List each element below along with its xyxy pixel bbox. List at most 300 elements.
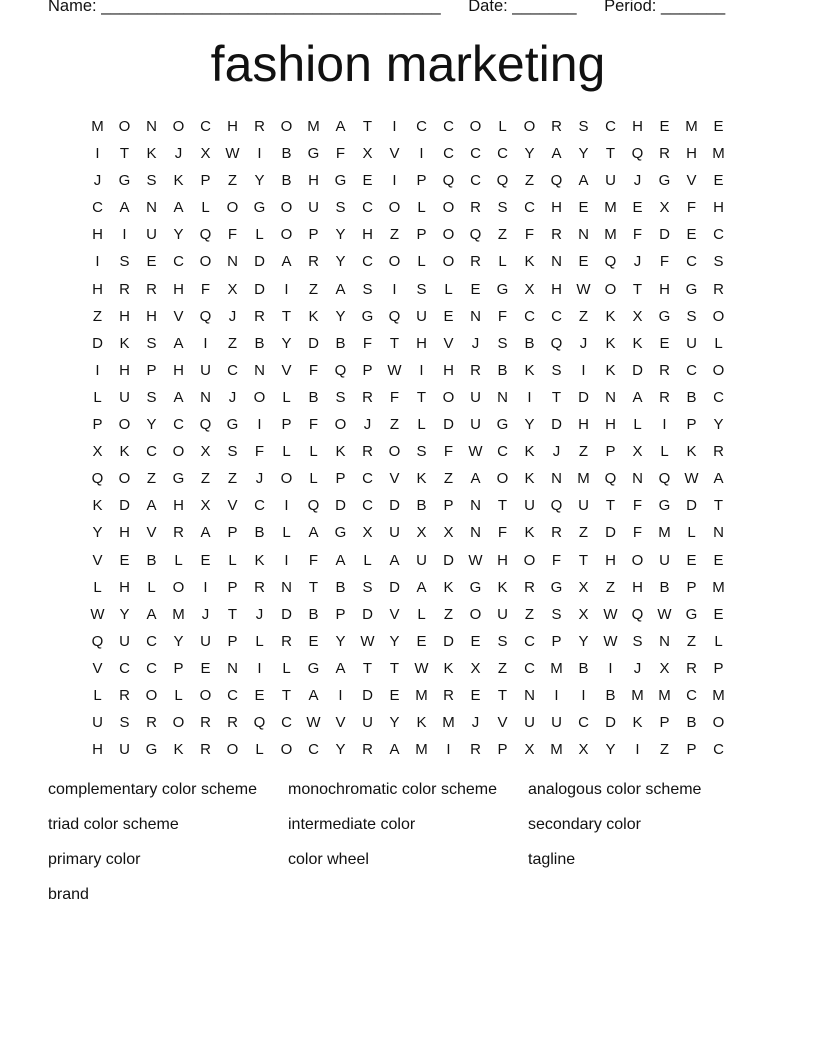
grid-letter: O: [280, 118, 293, 135]
grid-letter: N: [524, 686, 535, 704]
grid-letter: Q: [91, 470, 104, 488]
grid-letter: G: [253, 199, 266, 217]
grid-letter: H: [119, 307, 130, 325]
grid-letter: C: [524, 632, 535, 650]
grid-letter: Q: [550, 497, 563, 515]
grid-letter: H: [632, 578, 643, 596]
grid-letter: P: [713, 659, 724, 677]
grid-letter: R: [200, 741, 211, 759]
grid-letter: Z: [605, 578, 616, 596]
grid-letter: R: [119, 686, 130, 704]
grid-letter: T: [362, 118, 373, 135]
grid-letter: K: [524, 361, 535, 379]
grid-letter: C: [443, 145, 454, 163]
word-list-item: tagline: [528, 851, 576, 868]
grid-letter: P: [200, 172, 211, 190]
grid-letter: N: [470, 497, 481, 515]
grid-row: [84, 384, 732, 411]
grid-letter: C: [227, 686, 238, 704]
grid-letter: S: [713, 253, 724, 271]
grid-letter: H: [92, 280, 103, 298]
grid-letter: K: [335, 443, 346, 461]
grid-letter: R: [551, 226, 562, 244]
grid-letter: B: [254, 524, 265, 542]
grid-letter: E: [470, 632, 481, 650]
grid-letter: R: [146, 714, 157, 732]
grid-letter: D: [254, 280, 265, 298]
grid-letter: P: [605, 443, 616, 461]
grid-letter: F: [632, 497, 643, 515]
student-info-header: [48, 0, 725, 16]
grid-letter: Y: [335, 307, 346, 325]
grid-letter: P: [335, 605, 346, 623]
grid-letter: S: [686, 307, 697, 325]
grid-letter: T: [578, 551, 589, 569]
grid-row: [84, 276, 732, 303]
grid-letter: D: [335, 497, 346, 515]
grid-letter: O: [145, 686, 158, 704]
grid-letter: P: [146, 361, 157, 379]
grid-letter: K: [632, 334, 643, 352]
grid-letter: Y: [524, 416, 535, 434]
grid-letter: Q: [334, 361, 347, 379]
grid-letter: O: [253, 388, 266, 406]
grid-letter: P: [227, 524, 238, 542]
grid-letter: P: [659, 714, 670, 732]
grid-letter: K: [524, 470, 535, 488]
grid-letter: O: [388, 253, 401, 271]
grid-letter: Q: [631, 605, 644, 623]
name-label: Name:: [48, 0, 97, 15]
grid-letter: M: [442, 714, 455, 732]
grid-letter: Q: [253, 714, 266, 732]
grid-letter: N: [200, 388, 211, 406]
grid-letter: V: [686, 172, 697, 190]
grid-letter: C: [227, 361, 238, 379]
grid-letter: Y: [335, 226, 346, 244]
grid-letter: R: [659, 361, 670, 379]
grid-letter: K: [524, 443, 535, 461]
grid-letter: T: [389, 334, 400, 352]
grid-letter: M: [712, 686, 725, 704]
word-list-item: primary color: [48, 851, 141, 868]
grid-letter: T: [497, 686, 508, 704]
grid-letter: D: [605, 714, 616, 732]
grid-row: [84, 194, 732, 221]
grid-letter: M: [604, 226, 617, 244]
grid-letter: P: [335, 470, 346, 488]
grid-letter: P: [362, 361, 373, 379]
grid-letter: H: [443, 361, 454, 379]
grid-letter: C: [686, 253, 697, 271]
grid-letter: F: [497, 524, 508, 542]
grid-letter: P: [173, 659, 184, 677]
grid-letter: O: [631, 551, 644, 569]
grid-letter: E: [659, 334, 670, 352]
grid-letter: I: [95, 253, 100, 271]
grid-letter: V: [92, 659, 103, 677]
grid-letter: N: [497, 388, 508, 406]
grid-letter: G: [307, 145, 320, 163]
grid-row: [84, 628, 732, 655]
period-line: _______: [660, 0, 726, 15]
grid-letter: F: [443, 443, 454, 461]
grid-letter: H: [632, 118, 643, 135]
grid-letter: C: [497, 443, 508, 461]
grid-letter: C: [524, 199, 535, 217]
grid-letter: S: [335, 388, 346, 406]
grid-letter: K: [119, 443, 130, 461]
grid-letter: C: [551, 307, 562, 325]
grid-letter: Z: [524, 605, 535, 623]
grid-letter: S: [119, 253, 130, 271]
grid-letter: H: [605, 551, 616, 569]
grid-letter: L: [417, 605, 426, 623]
grid-letter: C: [578, 714, 589, 732]
grid-letter: K: [497, 578, 508, 596]
grid-letter: D: [686, 497, 697, 515]
grid-letter: X: [632, 307, 643, 325]
grid-letter: G: [361, 307, 374, 325]
grid-letter: I: [419, 361, 424, 379]
word-list-item: intermediate color: [288, 816, 416, 833]
grid-letter: A: [173, 334, 184, 352]
grid-letter: E: [713, 605, 724, 623]
grid-letter: L: [93, 388, 102, 406]
grid-letter: N: [227, 659, 238, 677]
grid-letter: C: [308, 741, 319, 759]
grid-letter: V: [173, 307, 184, 325]
grid-letter: D: [281, 605, 292, 623]
grid-letter: E: [443, 307, 454, 325]
grid-letter: D: [254, 253, 265, 271]
grid-letter: S: [119, 714, 130, 732]
grid-letter: C: [254, 497, 265, 515]
grid-letter: U: [686, 334, 697, 352]
grid-letter: O: [712, 714, 725, 732]
grid-letter: J: [633, 253, 642, 271]
grid-letter: A: [335, 659, 346, 677]
grid-letter: C: [362, 497, 373, 515]
grid-letter: P: [443, 497, 454, 515]
puzzle-title: fashion marketing: [210, 36, 606, 92]
grid-letter: C: [281, 714, 292, 732]
grid-letter: S: [146, 388, 157, 406]
grid-letter: K: [605, 361, 616, 379]
grid-letter: I: [257, 416, 262, 434]
grid-letter: J: [633, 172, 642, 190]
grid-letter: Q: [550, 172, 563, 190]
grid-letter: I: [419, 145, 424, 163]
grid-letter: E: [200, 659, 211, 677]
grid-letter: A: [470, 470, 481, 488]
grid-letter: B: [497, 361, 508, 379]
grid-letter: I: [581, 686, 586, 704]
grid-letter: G: [658, 497, 671, 515]
grid-letter: V: [281, 361, 292, 379]
grid-letter: K: [416, 470, 427, 488]
grid-letter: G: [307, 659, 320, 677]
grid-letter: B: [605, 686, 616, 704]
grid-letter: Q: [199, 307, 212, 325]
grid-letter: H: [173, 361, 184, 379]
grid-letter: O: [226, 199, 239, 217]
grid-letter: K: [92, 497, 103, 515]
word-list-item: brand: [48, 886, 89, 903]
grid-letter: O: [280, 741, 293, 759]
grid-letter: E: [632, 199, 643, 217]
grid-letter: K: [605, 334, 616, 352]
grid-letter: M: [415, 686, 428, 704]
grid-letter: Q: [469, 226, 482, 244]
grid-row: [84, 709, 732, 736]
grid-letter: Z: [227, 470, 238, 488]
grid-letter: J: [471, 334, 480, 352]
grid-letter: P: [416, 226, 427, 244]
grid-letter: Z: [227, 172, 238, 190]
grid-letter: A: [632, 388, 643, 406]
grid-letter: T: [281, 307, 292, 325]
grid-letter: L: [417, 416, 426, 434]
grid-letter: R: [551, 118, 562, 135]
grid-letter: Z: [524, 172, 535, 190]
grid-letter: X: [659, 199, 670, 217]
grid-letter: L: [498, 118, 507, 135]
grid-letter: C: [713, 388, 724, 406]
grid-letter: I: [527, 388, 532, 406]
grid-letter: U: [119, 388, 130, 406]
grid-row: [84, 357, 732, 384]
grid-letter: I: [284, 551, 289, 569]
grid-letter: O: [469, 118, 482, 135]
grid-letter: R: [281, 632, 292, 650]
grid-letter: F: [632, 226, 643, 244]
grid-letter: R: [713, 443, 724, 461]
grid-letter: U: [389, 524, 400, 542]
grid-letter: H: [416, 334, 427, 352]
date-line: _______: [512, 0, 577, 15]
grid-letter: H: [146, 307, 157, 325]
grid-letter: H: [119, 524, 130, 542]
grid-letter: S: [146, 334, 157, 352]
grid-letter: L: [282, 659, 291, 677]
grid-letter: N: [659, 632, 670, 650]
grid-letter: I: [257, 145, 262, 163]
grid-letter: X: [578, 605, 589, 623]
grid-letter: Y: [173, 632, 184, 650]
grid-letter: O: [226, 741, 239, 759]
grid-letter: G: [658, 172, 671, 190]
grid-letter: O: [604, 280, 617, 298]
grid-letter: U: [119, 741, 130, 759]
grid-letter: Y: [578, 632, 589, 650]
grid-letter: O: [118, 118, 131, 135]
grid-letter: N: [254, 361, 265, 379]
grid-letter: L: [282, 443, 291, 461]
grid-letter: X: [362, 524, 373, 542]
grid-letter: W: [468, 551, 483, 569]
grid-row: [84, 303, 732, 330]
grid-letter: A: [281, 253, 292, 271]
grid-letter: L: [282, 388, 291, 406]
grid-letter: U: [200, 361, 211, 379]
grid-letter: V: [146, 524, 157, 542]
grid-letter: O: [523, 118, 536, 135]
grid-letter: L: [687, 524, 696, 542]
grid-letter: E: [308, 632, 319, 650]
grid-letter: I: [203, 578, 208, 596]
grid-letter: R: [254, 118, 265, 135]
grid-row: [84, 411, 732, 438]
grid-letter: E: [686, 226, 697, 244]
grid-letter: A: [200, 524, 211, 542]
grid-letter: B: [524, 334, 535, 352]
grid-letter: J: [93, 172, 102, 190]
grid-letter: L: [660, 443, 669, 461]
grid-letter: Y: [335, 632, 346, 650]
grid-row: [84, 601, 732, 628]
grid-letter: Z: [443, 605, 454, 623]
grid-letter: L: [714, 632, 723, 650]
grid-letter: X: [362, 145, 373, 163]
grid-letter: P: [308, 226, 319, 244]
grid-letter: R: [443, 686, 454, 704]
grid-letter: O: [469, 605, 482, 623]
grid-letter: Z: [686, 632, 697, 650]
grid-letter: J: [228, 307, 237, 325]
grid-letter: U: [119, 632, 130, 650]
grid-letter: Z: [92, 307, 103, 325]
grid-letter: X: [524, 741, 535, 759]
grid-letter: L: [417, 199, 426, 217]
grid-letter: E: [416, 632, 427, 650]
grid-letter: F: [362, 334, 373, 352]
grid-letter: K: [524, 253, 535, 271]
grid-letter: X: [92, 443, 103, 461]
grid-letter: M: [658, 686, 671, 704]
grid-letter: H: [227, 118, 238, 135]
grid-letter: O: [334, 416, 347, 434]
grid-letter: K: [146, 145, 157, 163]
grid-letter: Z: [497, 226, 508, 244]
grid-letter: O: [118, 470, 131, 488]
grid-letter: Q: [91, 632, 104, 650]
grid-letter: O: [280, 226, 293, 244]
grid-letter: F: [497, 307, 508, 325]
grid-letter: N: [146, 199, 157, 217]
grid-letter: J: [633, 659, 642, 677]
grid-letter: T: [389, 659, 400, 677]
grid-letter: S: [551, 605, 562, 623]
grid-letter: S: [497, 334, 508, 352]
grid-letter: J: [255, 605, 264, 623]
grid-letter: O: [280, 470, 293, 488]
grid-letter: C: [362, 470, 373, 488]
grid-letter: O: [388, 443, 401, 461]
name-line: _____________________________________: [101, 0, 441, 15]
grid-letter: M: [550, 659, 563, 677]
grid-letter: P: [281, 416, 292, 434]
grid-letter: V: [389, 605, 400, 623]
grid-letter: G: [685, 605, 698, 623]
grid-letter: Y: [281, 334, 292, 352]
grid-letter: L: [255, 741, 264, 759]
grid-letter: X: [578, 741, 589, 759]
grid-letter: H: [686, 145, 697, 163]
grid-letter: E: [200, 551, 211, 569]
grid-letter: H: [92, 226, 103, 244]
grid-letter: G: [469, 578, 482, 596]
grid-letter: K: [119, 334, 130, 352]
grid-letter: A: [389, 741, 400, 759]
grid-letter: X: [470, 659, 481, 677]
grid-letter: O: [280, 199, 293, 217]
grid-letter: S: [551, 361, 562, 379]
grid-row: [84, 330, 732, 357]
grid-letter: K: [443, 578, 454, 596]
grid-letter: U: [470, 416, 481, 434]
grid-letter: I: [635, 741, 640, 759]
grid-letter: L: [444, 280, 453, 298]
grid-letter: Q: [199, 416, 212, 434]
grid-letter: O: [172, 714, 185, 732]
grid-letter: A: [389, 551, 400, 569]
grid-letter: B: [335, 334, 346, 352]
grid-letter: A: [335, 280, 346, 298]
grid-letter: U: [524, 714, 535, 732]
grid-letter: T: [308, 578, 319, 596]
grid-letter: G: [496, 416, 509, 434]
grid-letter: K: [632, 714, 643, 732]
grid-letter: W: [360, 632, 375, 650]
grid-letter: G: [172, 470, 185, 488]
grid-letter: G: [550, 578, 563, 596]
grid-letter: K: [173, 741, 184, 759]
grid-row: [84, 736, 732, 763]
grid-letter: U: [470, 388, 481, 406]
grid-letter: O: [442, 226, 455, 244]
grid-row: [84, 655, 732, 682]
grid-letter: A: [551, 145, 562, 163]
grid-letter: O: [712, 361, 725, 379]
grid-letter: C: [173, 416, 184, 434]
grid-letter: L: [174, 686, 183, 704]
grid-letter: I: [95, 145, 100, 163]
grid-letter: S: [578, 118, 589, 135]
grid-letter: Z: [146, 470, 157, 488]
grid-letter: S: [416, 443, 427, 461]
grid-letter: C: [416, 118, 427, 135]
grid-letter: Y: [119, 605, 130, 623]
grid-row: [84, 547, 732, 574]
grid-letter: L: [255, 226, 264, 244]
grid-letter: W: [576, 280, 591, 298]
grid-letter: B: [281, 145, 292, 163]
grid-letter: Z: [389, 226, 400, 244]
grid-letter: I: [581, 361, 586, 379]
grid-letter: F: [686, 199, 697, 217]
grid-letter: A: [146, 605, 157, 623]
grid-letter: G: [226, 416, 239, 434]
grid-letter: J: [363, 416, 372, 434]
grid-letter: D: [362, 605, 373, 623]
grid-letter: L: [255, 632, 264, 650]
grid-row: [84, 140, 732, 167]
grid-letter: I: [284, 497, 289, 515]
grid-letter: P: [92, 416, 103, 434]
grid-letter: K: [416, 714, 427, 732]
grid-letter: M: [172, 605, 185, 623]
